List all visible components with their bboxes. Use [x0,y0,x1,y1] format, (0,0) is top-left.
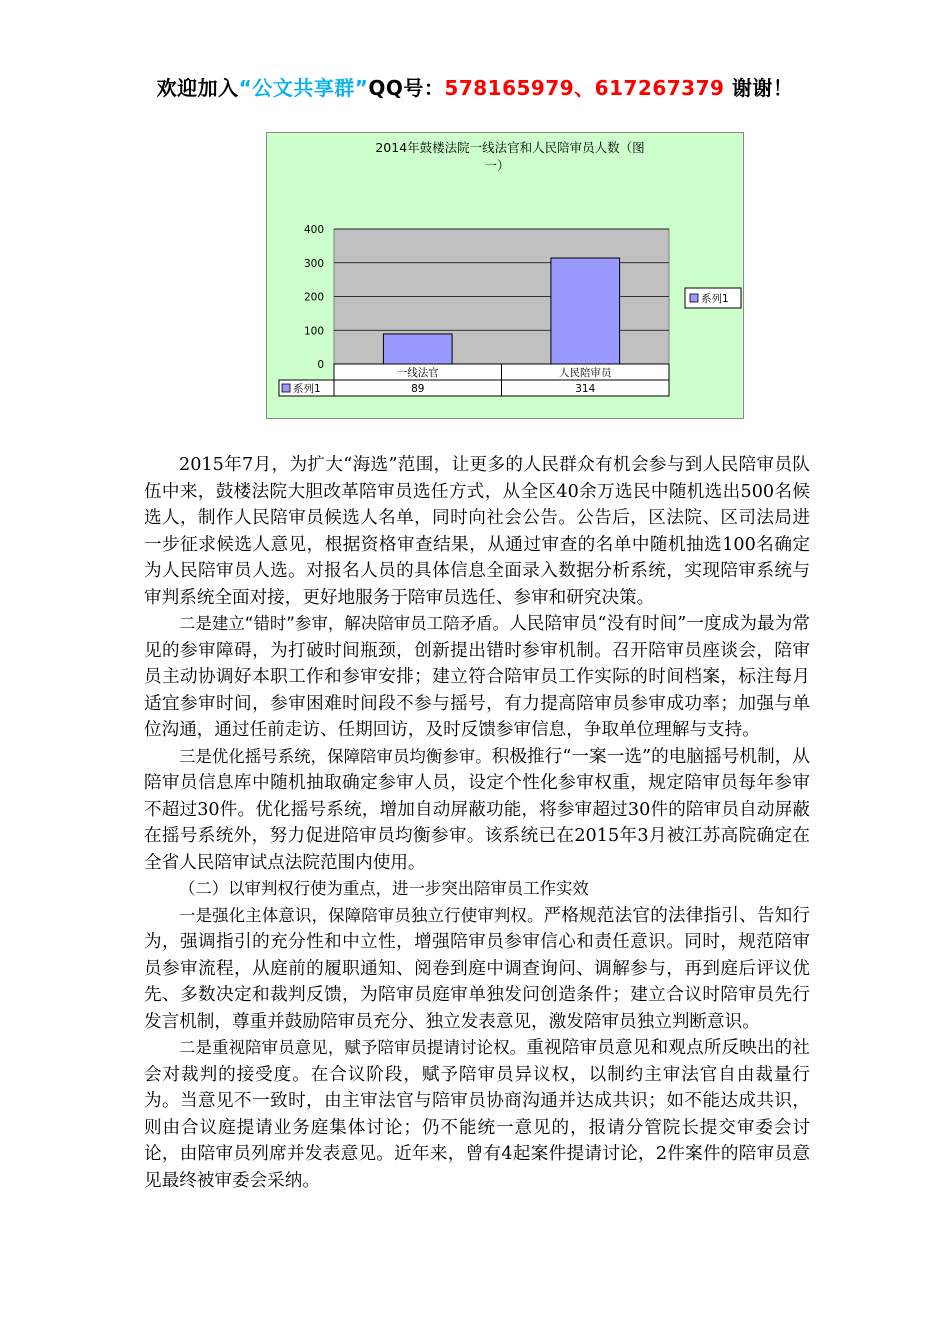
paragraph-3-body: 积极推行“一案一选”的电脑摇号机制，从陪审员信息库中随机抽取确定参审人员，设定个性化参审权重，规定陪审员每年参审不超过30件。优化摇号系统，增加自动屏蔽功能，将参审超过30件的陪审员自动屏蔽在摇号系统外，努力促进陪审员均衡参审。该系统已在2015年3月被江苏高院确定在全省人民陪审试点法院范围内使用。 [144,746,810,873]
banner-group-name: “公文共享群” [238,76,369,100]
paragraph-5 [144,1035,810,1194]
paragraph-3-lead: 三是优化摇号系统，保障陪审员均衡参审。 [179,746,492,766]
banner-qq-numbers: 578165979、617267379 [444,76,725,100]
paragraph-4-lead: 一是强化主体意识，保障陪审员独立行使审判权。 [179,905,544,925]
paragraph-3 [144,744,810,877]
banner-prefix: 欢迎加入 [156,76,239,100]
chart-title-line1: 2014年鼓楼法院一线法官和人民陪审员人数（图 [375,140,645,155]
x-category-label: 人民陪审员 [559,367,612,379]
chart-legend [685,288,741,308]
paragraph-5-lead: 二是重视陪审员意见，赋予陪审员提请讨论权。 [179,1038,527,1057]
y-tick-label: 100 [303,325,324,338]
paragraph-1: 2015年7月，为扩大“海选”范围，让更多的人民群众有机会参与到人民陪审员队伍中来，鼓楼法院大胆改革陪审员选任方式，从全区40余万选民中随机选出500名候选人，制作人民陪审员候选人名单，同时向社会公告。公告后，区法院、区司法局进一步征求候选人意见，根据资格审查结果，从通过审查的名单中随机抽选100名确定为人民陪审员人选。对报名人员的具体信息全面录入数据分析系统，实现陪审系统与审判系统全面对接，更好地服务于陪审员选任、参审和研究决策。 [144,455,810,608]
y-tick-label: 200 [303,291,324,304]
banner-thanks: 谢谢！ [724,76,794,100]
bar-chart [266,132,744,419]
table-series-label: 系列1 [293,383,321,395]
y-tick-label: 0 [317,359,324,371]
paragraph-2-lead: 二是建立“错时”参审，解决陪审员工陪矛盾。 [179,614,510,633]
section-heading: （二）以审判权行使为重点，进一步突出陪审员工作实效 [179,879,589,898]
chart-svg [267,133,743,418]
paragraph-4 [144,903,810,1036]
bar [551,258,620,364]
chart-title-line2: 一） [484,158,510,173]
table-legend-swatch [282,384,290,392]
paragraph-2-body: 人民陪审员“没有时间”一度成为最为常见的参审障碍，为打破时间瓶颈，创新提出错时参审机制。召开陪审员座谈会，陪审员主动协调好本职工作和参审安排；建立符合陪审员工作实际的时间档案，标注每月适宜参审时间，参审困难时间段不参与摇号，有力提高陪审员参审成功率；加强与单位沟通，通过任前走访、任期回访，及时反馈参审信息，争取单位理解与支持。 [144,614,810,740]
y-tick-label: 400 [303,224,324,236]
legend-swatch [690,294,698,302]
bar [383,334,452,364]
x-category-label: 一线法官 [396,367,439,379]
paragraph-2 [144,611,810,744]
legend-label: 系列1 [701,293,729,305]
table-value: 314 [575,383,596,395]
banner-qq-label: QQ号： [368,76,445,100]
document-body [144,452,810,1194]
paragraph-5-body: 重视陪审员意见和观点所反映出的社会对裁判的接受度。在合议阶段，赋予陪审员异议权，以制约主审法官自由裁量行为。当意见不一致时，由主审法官与陪审员协商沟通并达成共识；如不能达成共识，则由合议庭提请业务庭集体讨论；仍不能统一意见的，报请分管院长提交审委会讨论，由陪审员列席并发表意见。近年来，曾有4起案件提请讨论，2件案件的陪审员意见最终被审委会采纳。 [144,1038,810,1191]
paragraph-4-body: 严格规范法官的法律指引、告知行为，强调指引的充分性和中立性，增强陪审员参审信心和责任意识。同时，规范陪审员参审流程，从庭前的履职通知、阅卷到庭中调查询问、调解参与，再到庭后评议优先、多数决定和裁判反馈，为陪审员庭审单独发问创造条件；建立合议时陪审员先行发言机制，尊重并鼓励陪审员充分、独立发表意见，激发陪审员独立判断意识。 [144,905,810,1032]
y-tick-label: 300 [303,257,324,270]
page-banner [0,72,950,101]
table-value: 89 [411,383,425,395]
